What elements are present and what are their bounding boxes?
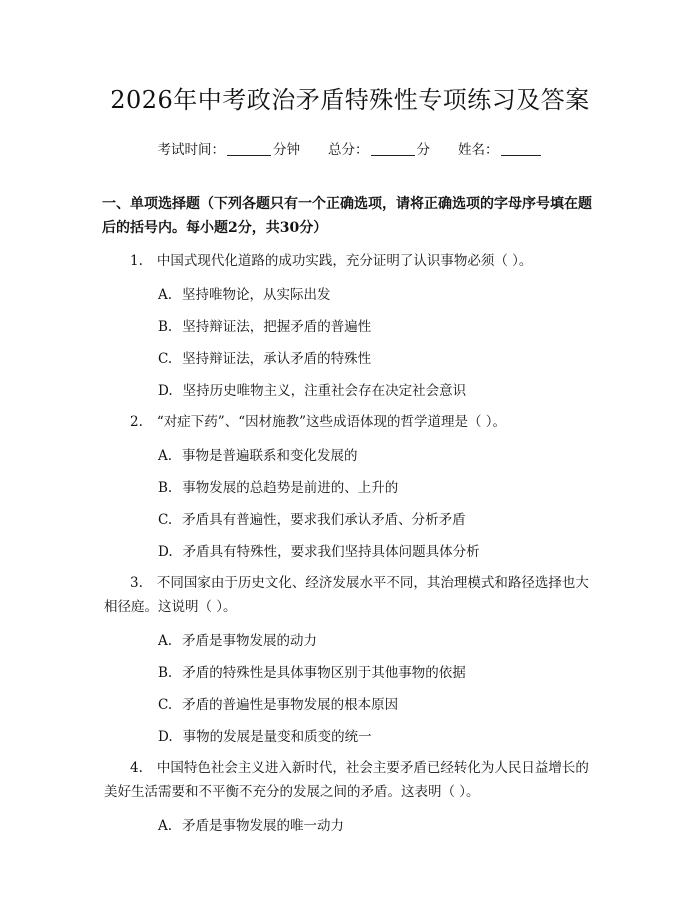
- option-item: [104, 663, 596, 683]
- question-item: [104, 571, 596, 619]
- option-letter: D.: [158, 383, 173, 399]
- option-letter: C.: [158, 351, 173, 367]
- option-text: 矛盾的普遍性是事物发展的根本原因: [182, 697, 399, 713]
- question-item: [104, 756, 596, 804]
- option-text: 矛盾的特殊性是具体事物区别于其他事物的依据: [182, 665, 466, 681]
- student-name-field: [458, 138, 543, 158]
- option-letter: A.: [158, 287, 173, 303]
- option-text: 坚持辩证法，承认矛盾的特殊性: [182, 351, 372, 367]
- option-text: 坚持唯物论，从实际出发: [182, 287, 331, 303]
- option-item: [104, 727, 596, 747]
- option-letter: B.: [158, 480, 173, 496]
- option-letter: A.: [158, 633, 173, 649]
- option-letter: B.: [158, 665, 173, 681]
- option-letter: D.: [158, 544, 173, 560]
- option-item: [104, 631, 596, 651]
- option-item: [104, 816, 596, 836]
- option-text: 事物的发展是量变和质变的统一: [182, 729, 372, 745]
- option-item: [104, 317, 596, 337]
- option-text: 矛盾具有特殊性，要求我们坚持具体问题具体分析: [182, 544, 480, 560]
- total-score-blank: [371, 155, 415, 156]
- option-item: [104, 285, 596, 305]
- option-item: [104, 695, 596, 715]
- option-letter: A.: [158, 448, 173, 464]
- question-number: 2.: [130, 414, 143, 430]
- option-text: 事物发展的总趋势是前进的、上升的: [182, 480, 399, 496]
- option-text: 坚持辩证法，把握矛盾的普遍性: [182, 319, 372, 335]
- exam-time-unit: 分钟: [273, 142, 300, 158]
- section-heading: 一、单项选择题（下列各题只有一个正确选项，请将正确选项的字母序号填在题后的括号内。每小题2分，共30分）: [102, 196, 592, 236]
- question-text: 中国特色社会主义进入新时代，社会主要矛盾已经转化为人民日益增长的美好生活需要和不平衡不充分的发展之间的矛盾。这表明（ ）。: [104, 760, 589, 800]
- question-item: [104, 249, 596, 273]
- option-text: 矛盾是事物发展的唯一动力: [182, 818, 345, 834]
- question-number: 3.: [130, 575, 143, 591]
- exam-time-label: 考试时间：: [157, 142, 225, 158]
- question-text: “对症下药”、“因材施教”这些成语体现的哲学道理是（ ）。: [156, 414, 507, 430]
- question-text: 不同国家由于历史文化、经济发展水平不同，其治理模式和路径选择也大相径庭。这说明（ ）。: [104, 575, 589, 615]
- total-score-field: [328, 138, 430, 158]
- total-score-label: 总分：: [328, 142, 369, 158]
- student-name-blank: [501, 155, 541, 156]
- exam-time-blank: [227, 155, 271, 156]
- option-letter: C.: [158, 512, 173, 528]
- question-text: 中国式现代化道路的成功实践，充分证明了认识事物必须（ ）。: [156, 253, 533, 269]
- option-letter: D.: [158, 729, 173, 745]
- student-name-label: 姓名：: [458, 142, 499, 158]
- total-score-unit: 分: [416, 142, 430, 158]
- question-number: 1.: [130, 253, 143, 269]
- page-title: 2026年中考政治矛盾特殊性专项练习及答案: [110, 86, 590, 114]
- option-letter: A.: [158, 818, 173, 834]
- option-item: [104, 510, 596, 530]
- option-text: 坚持历史唯物主义，注重社会存在决定社会意识: [182, 383, 467, 399]
- option-text: 事物是普遍联系和变化发展的: [182, 448, 358, 464]
- question-item: [104, 410, 596, 434]
- question-list: [104, 249, 596, 836]
- option-item: [104, 542, 596, 562]
- exam-time-field: [158, 138, 301, 158]
- option-item: [104, 446, 596, 466]
- option-item: [104, 349, 596, 369]
- option-text: 矛盾是事物发展的动力: [182, 633, 318, 649]
- exam-info-row: [104, 138, 596, 158]
- option-item: [104, 381, 596, 401]
- option-letter: C.: [158, 697, 173, 713]
- question-number: 4.: [130, 760, 143, 776]
- option-letter: B.: [158, 319, 173, 335]
- option-text: 矛盾具有普遍性，要求我们承认矛盾、分析矛盾: [182, 512, 466, 528]
- option-item: [104, 478, 596, 498]
